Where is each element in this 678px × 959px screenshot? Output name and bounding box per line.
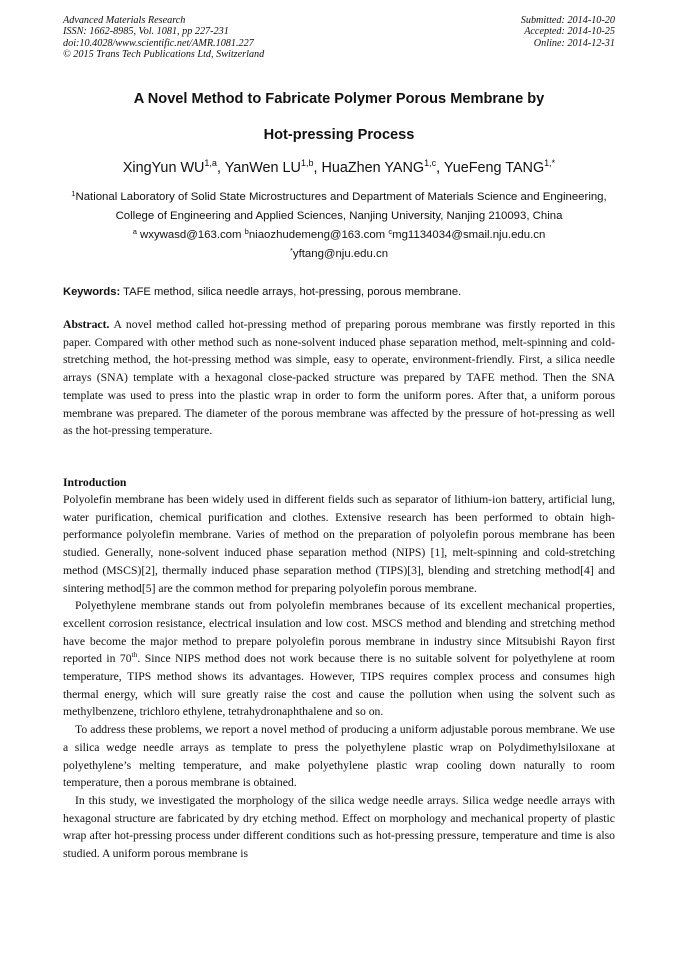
author-affiliation-mark: 1,b [300, 158, 314, 168]
email-mark: c [388, 227, 393, 236]
journal-name: Advanced Materials Research [63, 15, 186, 26]
affiliation-mark: 1 [71, 189, 76, 198]
affiliation-block [63, 188, 615, 264]
keywords-line [63, 286, 615, 298]
intro-paragraph-2: Polyethylene membrane stands out from polyolefin membranes because of its excellent mechanical properties, excellent corrosion resistance, electrical insulation and low cost. MSCS method and blending and stretching method have become the major method to prepare polyolefin porous membrane in industry since Mitsubishi Rayon first reported in 70th. Since NIPS method does not work because there is no suitable solvent for polyethylene at room temperature, TIPS method shows its advantages. However, TIPS requires complex process and consumes high thermal energy, which will sure greatly raise the cost and cause the pollution when using the solvent such as methylbenzene, trichloro ethylene, tetrahydronaphthalene and so on. [63, 599, 615, 719]
journal-header-left [63, 15, 264, 61]
author-name: XingYun WU [122, 160, 205, 176]
journal-header-right [521, 15, 615, 49]
online-date: Online: 2014-12-31 [533, 37, 615, 49]
corresponding-email [63, 245, 615, 264]
email-link[interactable]: wxywasd@163.com [136, 229, 245, 241]
intro-paragraph-4: In this study, we investigated the morphology of the silica wedge needle arrays. Silica wedge needle arrays with hexagonal structure are fabricated by dry etching method. Effect on morphology and mechanical property of plastic wrap after hot-pressing process under different conditions such as hot-pressing pressure, temperature and time is also studied. A uniform porous membrane is [63, 793, 615, 861]
journal-doi: doi:10.4028/www.scientific.net/AMR.1081.227 [63, 37, 254, 49]
keywords-text: TAFE method, silica needle arrays, hot-pressing, porous membrane. [120, 286, 462, 298]
introduction-heading: Introduction [63, 476, 127, 489]
author-separator: , [216, 160, 225, 176]
keywords-label: Keywords: [63, 286, 121, 298]
author-name: YanWen LU [224, 160, 301, 176]
corresponding-mark: * [289, 246, 293, 255]
author-list [0, 160, 678, 176]
author-name: YueFeng TANG [443, 160, 545, 176]
author-affiliation-mark: 1,c [424, 158, 437, 168]
affiliation-text: $^1$National Laboratory of Solid State Microstructures and Department of Materials Science and Engineering, College of Engineering and Applied Sciences, Nanjing University, Nanjing 210093, China [71, 189, 607, 222]
abstract-label: Abstract. [63, 318, 110, 331]
introduction-section [63, 491, 615, 863]
submitted-date: Submitted: 2014-10-20 [520, 15, 615, 26]
abstract-paragraph [63, 316, 615, 440]
journal-issn: ISSN: 1662-8985, Vol. 1081, pp 227-231 [63, 26, 229, 38]
accepted-date: Accepted: 2014-10-25 [524, 26, 615, 38]
journal-copyright: © 2015 Trans Tech Publications Ltd, Switzerland [63, 49, 265, 61]
abstract-text: A novel method called hot-pressing method of preparing porous membrane was firstly reported in this paper. Compared with other method such as none-solvent induced phase separation method, melt-spinning and cold-stretching method, the hot-pressing method was simple, easy to operate, environment-friendly. First, a silica needle arrays (SNA) template with a hexagonal close-packed structure was prepared by TAFE method. Then the SNA template was used to press into the plastic wrap in order to form the uniform pores. After that, a uniform porous membrane was prepared. The diameter of the porous membrane was affected by the pressure of hot-pressing as well as the hot-pressing temperature. [63, 318, 615, 438]
author-separator: , [313, 160, 322, 176]
email-list [63, 226, 615, 245]
intro-paragraph-1: Polyolefin membrane has been widely used in different fields such as separator of lithium-ion battery, artificial lung, water purification, chemical purification and clothes. Extensive research has been performed to obtain high-performance polyolefin membrane. Varies of method on the preparation of polyolefin porous membrane has been studied. Generally, none-solvent induced phase separation method (NIPS) [1], melt-spinning and cold-stretching method (MSCS)[2], thermally induced phase separation method (TIPS)[3], blending and stretching method[4] and sintering method[5] are the common method for preparing polyolefin porous membrane. [63, 493, 615, 595]
author-separator: , [436, 160, 444, 176]
email-mark: a [132, 227, 137, 236]
superscript-th: th [131, 650, 138, 660]
author-name: HuaZhen YANG [321, 160, 425, 176]
paper-title-line-1: A Novel Method to Fabricate Polymer Porous Membrane by [133, 91, 545, 107]
author-affiliation-mark: 1,* [544, 158, 556, 168]
intro-paragraph-3: To address these problems, we report a novel method of producing a uniform adjustable porous membrane. We use a silica wedge needle arrays as template to press the polyethylene plastic wrap on Polydimethylsiloxane at polyethylene’s melting temperature, and make polyethylene plastic wrap cooling down naturally to room temperature, then a porous membrane is obtained. [63, 723, 615, 790]
author-affiliation-mark: 1,a [204, 158, 217, 168]
email-link[interactable]: niaozhudemeng@163.com [248, 229, 389, 241]
email-link[interactable]: yftang@nju.edu.cn [292, 248, 389, 260]
email-mark: b [244, 227, 249, 236]
paper-title-line-2: Hot-pressing Process [263, 127, 415, 143]
abstract-section [63, 316, 615, 440]
email-link[interactable]: mg1134034@smail.nju.edu.cn [392, 229, 546, 241]
